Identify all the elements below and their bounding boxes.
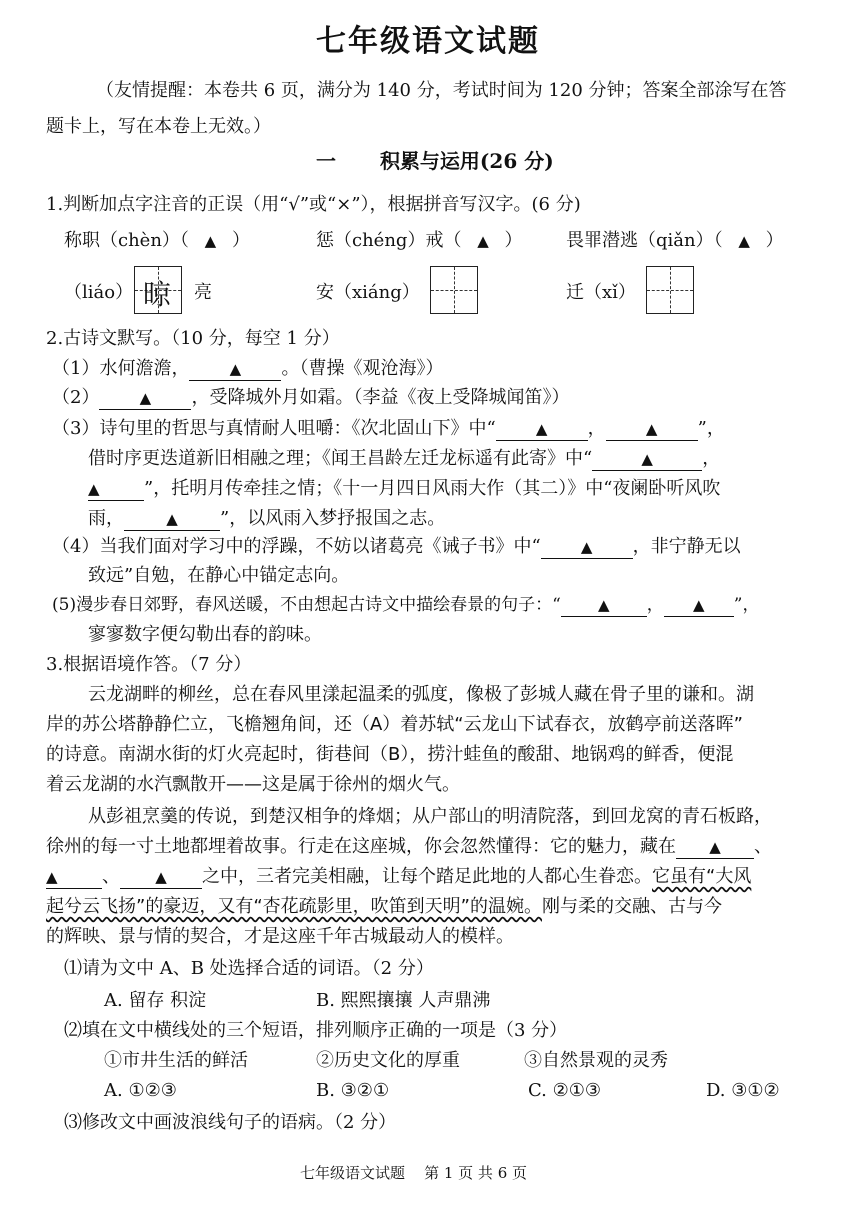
- q2-item-3-line-3: [88, 476, 720, 502]
- sq1-stem: ⑴请为文中 A、B 处选择合适的词语。（2 分）: [64, 958, 434, 979]
- q2-item-2-text-a: （2）: [52, 387, 100, 408]
- q1-item-3: [566, 228, 784, 254]
- q1-stem: 1.判断加点字注音的正误（用“√”或“×”），根据拼音写汉字。(6 分): [46, 194, 581, 215]
- sq2-stem: ⑵填在文中横线处的三个短语，排列顺序正确的一项是（3 分）: [64, 1020, 568, 1041]
- blank-mark: ▲: [641, 450, 653, 468]
- sq1-option-b[interactable]: B. 熙熙攘攘 人声鼎沸: [316, 990, 491, 1011]
- q1-item-1: [64, 228, 250, 254]
- q2-item-3-line-1: [52, 416, 725, 442]
- fill-blank[interactable]: [496, 418, 588, 441]
- fill-blank[interactable]: [88, 478, 144, 501]
- section-number: 一: [316, 149, 336, 173]
- handwritten-answer: 晾: [143, 278, 172, 311]
- q2-stem: 2.古诗文默写。（10 分，每空 1 分）: [46, 328, 340, 349]
- q2-item-3-text-end: ”，以风雨入梦抒报国之志。: [220, 508, 446, 529]
- q1-item-2-close: ）: [504, 230, 523, 251]
- section-heading: [316, 148, 554, 174]
- q2-item-4-line-1: [52, 534, 741, 560]
- q3-stem: 3.根据语境作答。（7 分）: [46, 654, 252, 675]
- sq2-phrase-2: ②历史文化的厚重: [316, 1050, 460, 1071]
- fill-blank[interactable]: [124, 508, 220, 531]
- fill-blank[interactable]: [189, 358, 281, 381]
- blank-mark: ▲: [645, 420, 658, 438]
- wavy-underlined-sentence: 它虽有“大风: [652, 866, 752, 887]
- answer-blank-mark: ▲: [738, 232, 750, 250]
- notice-line-1: （友情提醒：本卷共 6 页，满分为 140 分，考试时间为 120 分钟；答案全部涂写在答: [96, 80, 787, 101]
- blank-mark: ▲: [88, 480, 100, 498]
- blank-mark: ▲: [46, 868, 58, 886]
- q1-item-1-close: ）: [231, 230, 250, 251]
- passage-p1-line-3: 的诗意。南湖水街的灯火亮起时，街巷间（B），捞汁蛙鱼的酸甜、地锅鸡的鲜香，便混: [46, 744, 734, 765]
- passage-text: 刚与柔的交融、古与今: [541, 896, 722, 917]
- wavy-underlined-sentence: 起兮云飞扬”的豪迈，又有“杏花疏影里，吹笛到天明”的温婉。: [46, 896, 542, 917]
- blank-mark: ▲: [709, 838, 721, 856]
- q2-item-4-text-end: ，非宁静无以: [632, 536, 741, 557]
- q1-after-box-1: 亮: [194, 282, 212, 303]
- sq2-option-d[interactable]: D. ③①②: [706, 1080, 780, 1101]
- fill-blank[interactable]: [99, 387, 191, 410]
- blank-mark: ▲: [229, 360, 242, 378]
- char-writing-box-3[interactable]: [646, 266, 694, 314]
- passage-text: 徐州的每一寸土地都埋着故事。行走在这座城，你会忽然懂得：它的魅力，藏在: [46, 836, 676, 857]
- passage-text: 之中，三者完美相融，让每个踏足此地的人都心生眷恋。: [202, 866, 652, 887]
- blank-mark: ▲: [166, 510, 178, 528]
- q2-item-4-text: （4）当我们面对学习中的浮躁，不妨以诸葛亮《诫子书》中“: [52, 536, 541, 557]
- q1-pinyin-xiang: 安（xiáng）: [316, 282, 420, 303]
- sq1-option-a[interactable]: A. 留存 积淀: [104, 990, 207, 1011]
- fill-blank[interactable]: [561, 594, 647, 617]
- page-title: 七年级语文试题: [316, 24, 540, 59]
- q2-item-3-text: 借时序更迭道新旧相融之理；《闻王昌龄左迁龙标遥有此寄》中“: [88, 448, 593, 469]
- passage-p2-line-5: 的辉映、景与情的契合，才是这座千年古城最动人的模样。: [46, 926, 514, 947]
- sq2-phrase-1: ①市井生活的鲜活: [104, 1050, 248, 1071]
- fill-blank[interactable]: [592, 448, 702, 471]
- q1-item-2-text: 惩（chéng）戒（: [316, 230, 462, 251]
- q2-item-2: [52, 385, 569, 411]
- q2-item-4-line-2: 致远”自勉，在静心中锚定志向。: [88, 565, 350, 586]
- blank-mark: ▲: [155, 868, 167, 886]
- char-writing-box-1[interactable]: [134, 266, 182, 314]
- q2-item-1-text-a: （1）水何澹澹，: [52, 358, 190, 379]
- blank-mark: ▲: [139, 389, 152, 407]
- q1-pinyin-xi: 迁（xǐ）: [566, 282, 636, 303]
- q1-item-2: [316, 228, 522, 254]
- sq2-option-c[interactable]: C. ②①③: [528, 1080, 601, 1101]
- blank-mark: ▲: [535, 420, 548, 438]
- q2-item-2-text-b: ，受降城外月如霜。（李益《夜上受降城闻笛》）: [191, 387, 570, 408]
- q2-item-3-text: （3）诗句里的哲思与真情耐人咀嚼：《次北固山下》中“: [52, 418, 496, 439]
- fill-blank[interactable]: [120, 866, 202, 889]
- passage-p2-line-4: [46, 894, 722, 920]
- q2-item-5-close: ”，: [733, 595, 760, 615]
- passage-p2-line-3: [46, 864, 751, 890]
- passage-p1-line-2: 岸的苏公塔静静伫立，飞檐翘角间，还（A）着苏轼“云龙山下试春衣，放鹤亭前送落晖”: [46, 714, 743, 735]
- q1-item-1-text: 称职（chèn）（: [64, 230, 189, 251]
- q2-item-3-comma: ，: [587, 418, 606, 439]
- passage-p2-line-1: 从彭祖烹羹的传说，到楚汉相争的烽烟；从户部山的明清院落，到回龙窝的青石板路，: [88, 806, 772, 827]
- char-writing-box-2[interactable]: [430, 266, 478, 314]
- sq2-phrase-3: ③自然景观的灵秀: [524, 1050, 668, 1071]
- passage-p2-line-2: [46, 834, 772, 860]
- q2-item-3-text: ”，托明月传牵挂之情；《十一月四日风雨大作（其二）》中“夜阑卧听风吹: [144, 478, 721, 499]
- section-title: 积累与运用(26 分): [379, 149, 554, 173]
- q1-pinyin-liao: （liáo）: [64, 282, 134, 303]
- q2-item-3-text: 雨，: [88, 508, 124, 529]
- answer-blank-mark: ▲: [477, 232, 489, 250]
- q2-item-3-line-4: [88, 506, 445, 532]
- sq2-option-b[interactable]: B. ③②①: [316, 1080, 390, 1101]
- q2-item-3-close: ”，: [697, 418, 725, 439]
- passage-p1-line-1: 云龙湖畔的柳丝，总在春风里漾起温柔的弧度，像极了彭城人藏在骨子里的谦和。湖: [88, 684, 754, 705]
- notice-line-2: 题卡上，写在本卷上无效。）: [46, 116, 271, 137]
- fill-blank[interactable]: [664, 594, 734, 617]
- fill-blank[interactable]: [46, 866, 102, 889]
- q2-item-5-line-2: 寥寥数字便勾勒出春的韵味。: [88, 624, 322, 645]
- sq2-option-a[interactable]: A. ①②③: [104, 1080, 177, 1101]
- q2-item-5-comma: ，: [646, 595, 664, 615]
- fill-blank[interactable]: [676, 836, 754, 859]
- q1-item-3-text: 畏罪潜逃（qiǎn）（: [566, 230, 723, 251]
- page-footer: 七年级语文试题 第 1 页 共 6 页: [300, 1164, 528, 1182]
- q1-item-3-close: ）: [765, 230, 784, 251]
- passage-sep: 、: [102, 866, 120, 887]
- blank-mark: ▲: [580, 538, 593, 556]
- q2-item-3-comma: ，: [702, 448, 721, 469]
- blank-mark: ▲: [598, 596, 610, 614]
- passage-p1-line-4: 着云龙湖的水汽飘散开——这是属于徐州的烟火气。: [46, 774, 460, 795]
- q2-item-5-line-1: [52, 592, 759, 618]
- blank-mark: ▲: [693, 596, 705, 614]
- q2-item-1: [52, 356, 443, 382]
- q2-item-3-line-2: [88, 446, 720, 472]
- sq3-stem: ⑶修改文中画波浪线句子的语病。（2 分）: [64, 1112, 397, 1133]
- fill-blank[interactable]: [541, 536, 633, 559]
- passage-sep: 、: [754, 836, 772, 857]
- q2-item-1-text-b: 。（曹操《观沧海》）: [281, 358, 444, 379]
- answer-blank-mark: ▲: [204, 232, 217, 250]
- q2-item-5-text: (5)漫步春日郊野，春风送暖，不由想起古诗文中描绘春景的句子：“: [52, 595, 561, 615]
- fill-blank[interactable]: [606, 418, 698, 441]
